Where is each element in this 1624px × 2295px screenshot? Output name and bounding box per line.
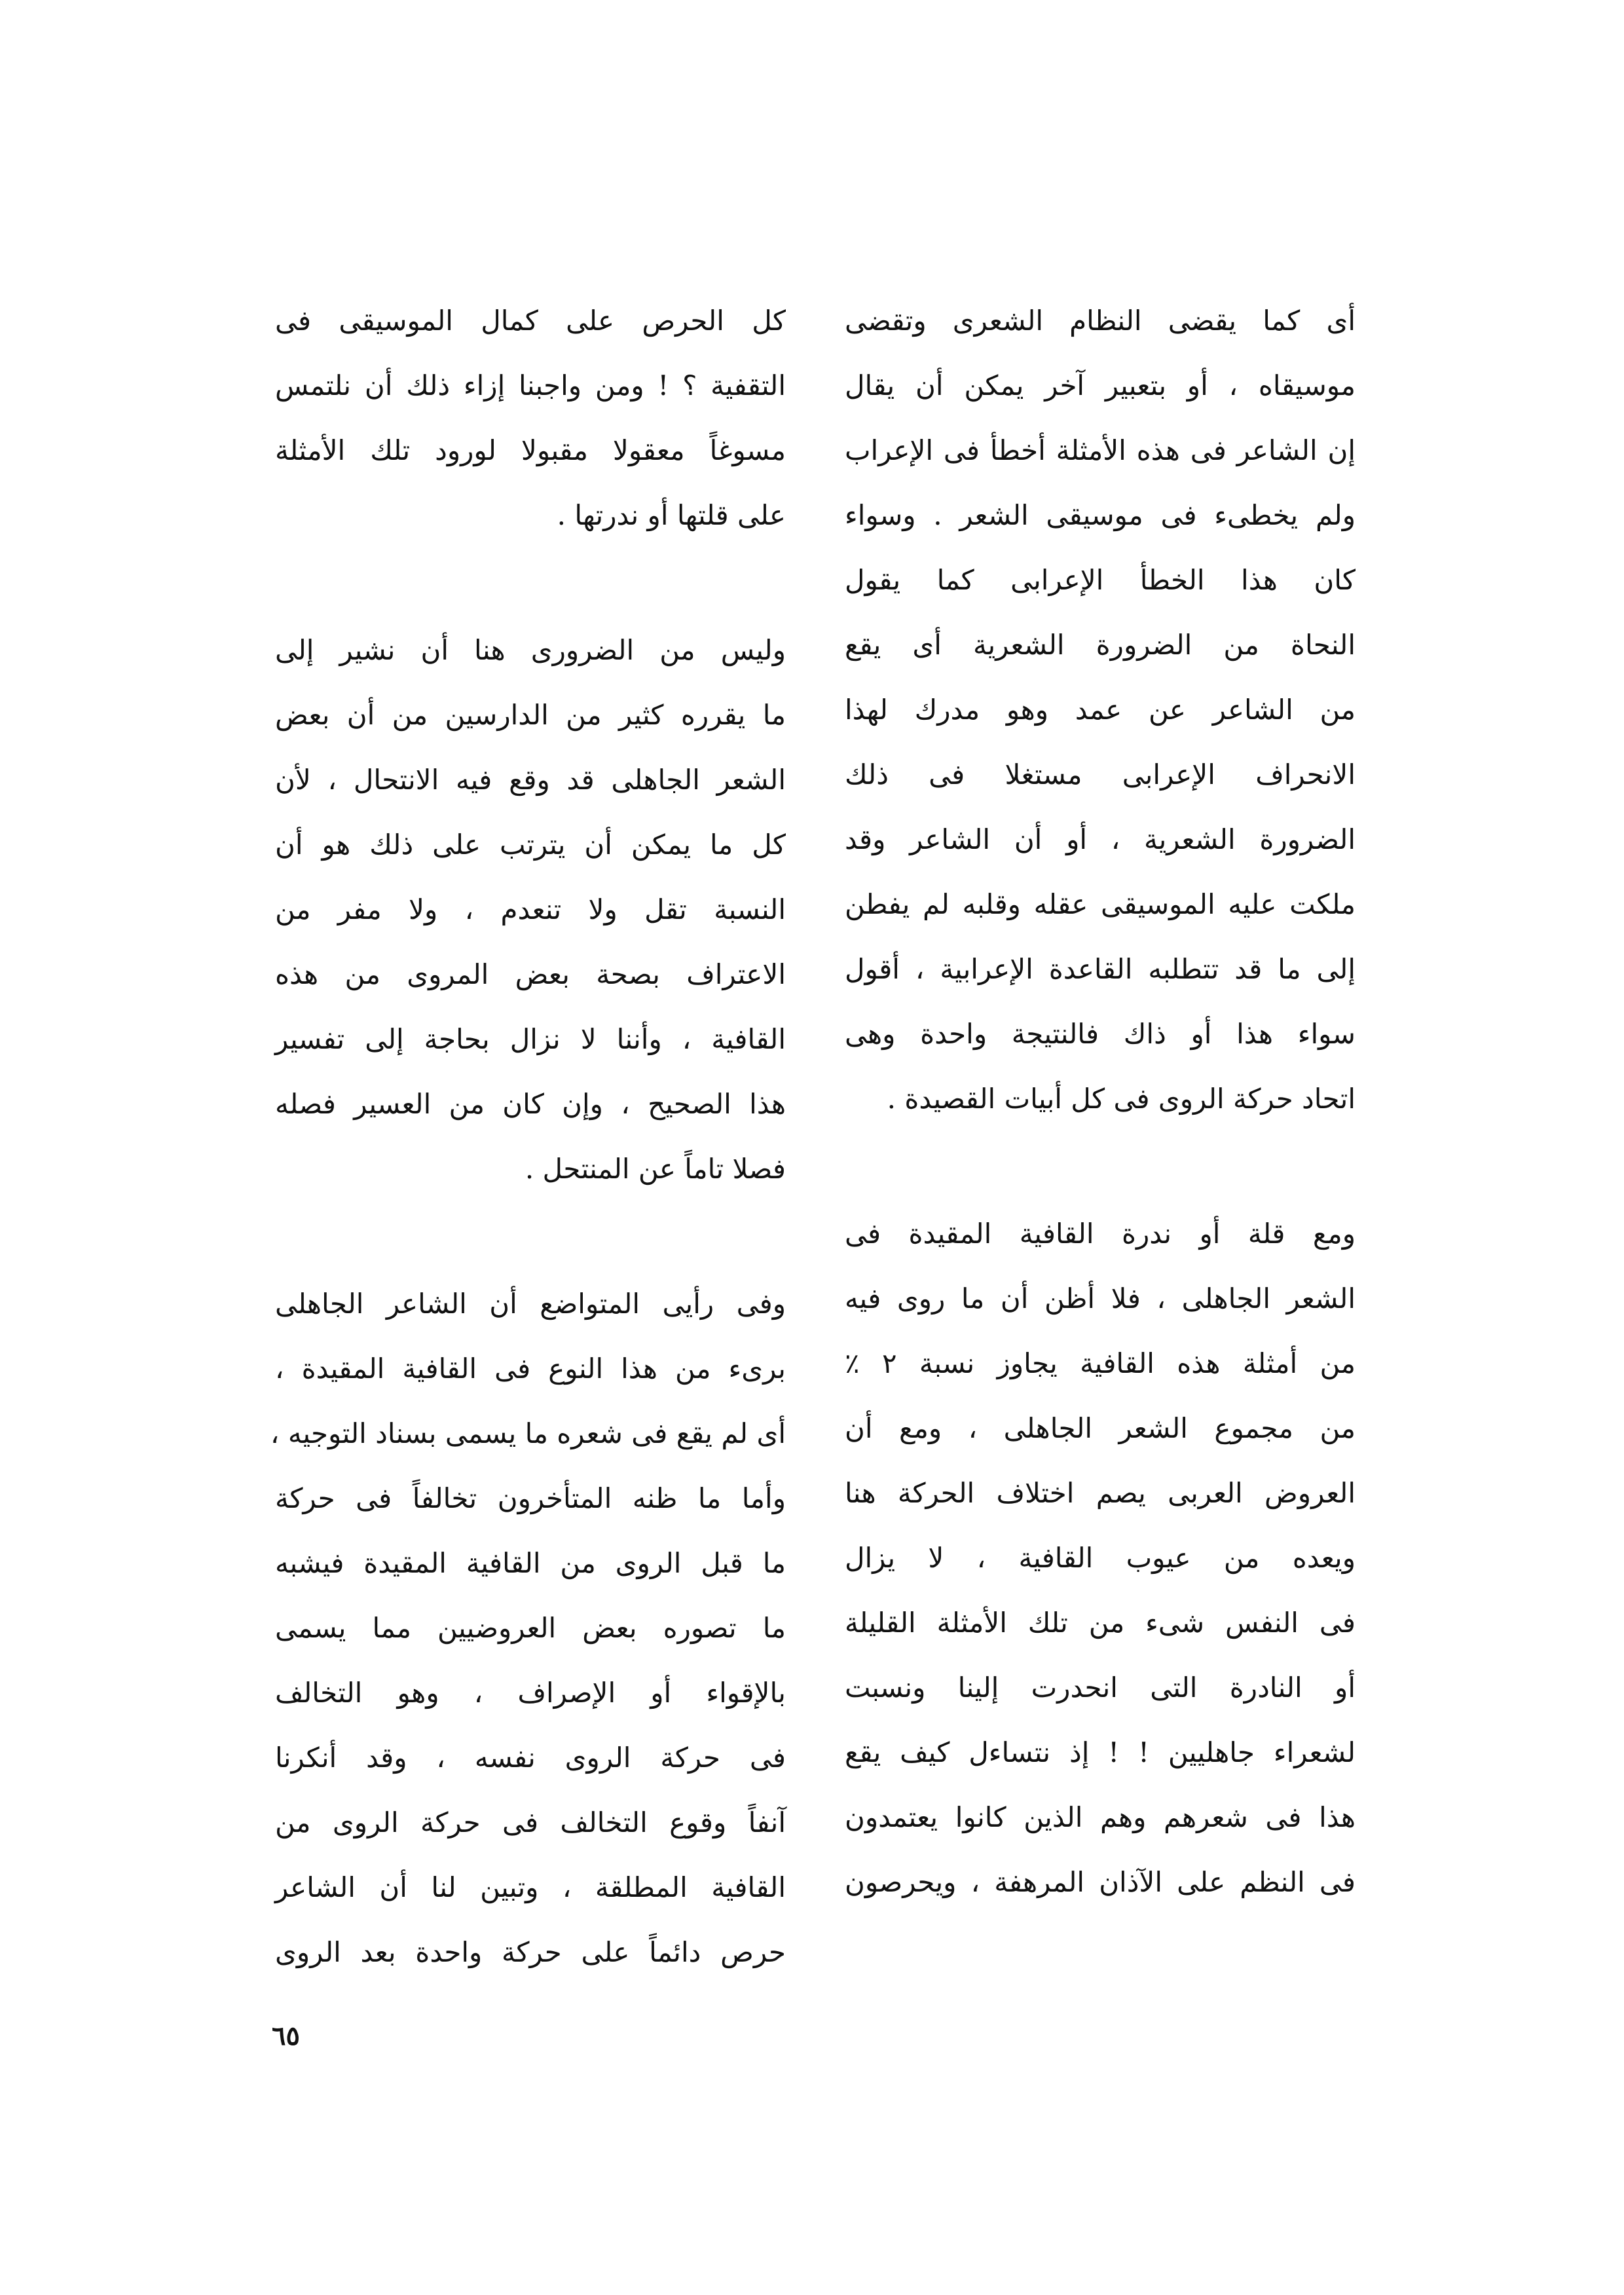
text-line: كان هذا الخطأ الإعرابى كما يقول <box>845 564 1356 596</box>
text-line: الاعتراف بصحة بعض المروى من هذه <box>275 958 786 990</box>
paragraph <box>275 618 786 1201</box>
text-line: النحاة من الضرورة الشعرية أى يقع <box>845 629 1356 661</box>
text-line: فى النظم على الآذان المرهفة ، ويحرصون <box>845 1866 1356 1898</box>
text-line: وليس من الضرورى هنا أن نشير إلى <box>275 634 786 666</box>
text-line: من أمثلة هذه القافية يجاوز نسبة ٢ ٪ <box>845 1347 1356 1379</box>
text-line: ولم يخطىء فى موسيقى الشعر . وسواء <box>845 499 1356 531</box>
text-line: على قلتها أو ندرتها . <box>557 499 786 531</box>
paragraph <box>270 1271 786 1985</box>
text-line: كل الحرص على كمال الموسيقى فى <box>275 305 786 337</box>
text-line: التقفية ؟ ! ومن واجبنا إزاء ذلك أن نلتمس <box>275 369 786 401</box>
text-line: فى حركة الروى نفسه ، وقد أنكرنا <box>275 1742 786 1774</box>
text-line: كل ما يمكن أن يترتب على ذلك هو أن <box>275 829 786 861</box>
text-line: من مجموع الشعر الجاهلى ، ومع أن <box>845 1412 1356 1444</box>
paragraph <box>275 288 786 548</box>
text-line: من الشاعر عن عمد وهو مدرك لهذا <box>845 694 1356 726</box>
paragraph <box>845 1201 1356 1914</box>
right-column <box>845 288 1356 1985</box>
text-line: ومع قلة أو ندرة القافية المقيدة فى <box>845 1218 1356 1250</box>
text-line: ما قبل الروى من القافية المقيدة فيشبه <box>275 1547 786 1579</box>
text-line: لشعراء جاهليين ! ! إذ نتساءل كيف يقع <box>845 1736 1356 1768</box>
text-line: فصلا تاماً عن المنتحل . <box>525 1153 786 1185</box>
text-line: موسيقاه ، أو بتعبير آخر يمكن أن يقال <box>845 369 1356 401</box>
text-line: الشعر الجاهلى قد وقع فيه الانتحال ، لأن <box>275 764 786 796</box>
text-line: القافية ، وأننا لا نزال بحاجة إلى تفسير <box>275 1023 786 1055</box>
text-line: هذا فى شعرهم وهم الذين كانوا يعتمدون <box>845 1801 1356 1833</box>
text-line: أى كما يقضى النظام الشعرى وتقضى <box>845 305 1356 337</box>
text-line: أو النادرة التى انحدرت إلينا ونسبت <box>845 1671 1356 1704</box>
text-line: بالإقواء أو الإصراف ، وهو التخالف <box>275 1677 786 1709</box>
text-line: الشعر الجاهلى ، فلا أظن أن ما روى فيه <box>845 1282 1356 1315</box>
text-line: ويعده من عيوب القافية ، لا يزال <box>845 1542 1356 1574</box>
text-line: سواء هذا أو ذاك فالنتيجة واحدة وهى <box>845 1018 1356 1050</box>
text-line: ملكت عليه الموسيقى عقله وقلبه لم يفطن <box>845 888 1356 920</box>
text-line: الضرورة الشعرية ، أو أن الشاعر وقد <box>845 823 1356 855</box>
text-line: أى لم يقع فى شعره ما يسمى بسناد التوجيه ، <box>270 1417 786 1449</box>
text-line: برىء من هذا النوع فى القافية المقيدة ، <box>275 1353 786 1385</box>
text-line: وأما ما ظنه المتأخرون تخالفاً فى حركة <box>275 1482 786 1514</box>
text-line: العروض العربى يصم اختلاف الحركة هنا <box>845 1477 1356 1509</box>
text-line: مسوغاً معقولا مقبولا لورود تلك الأمثلة <box>275 434 786 466</box>
text-line: إلى ما قد تتطلبه القاعدة الإعرابية ، أقول <box>845 953 1356 985</box>
page-number: ٦٥ <box>272 2021 300 2051</box>
text-line: ما تصوره بعض العروضيين مما يسمى <box>275 1612 786 1644</box>
left-column <box>270 288 786 2055</box>
text-line: النسبة تقل ولا تنعدم ، ولا مفر من <box>275 893 786 925</box>
text-line: وفى رأيى المتواضع أن الشاعر الجاهلى <box>275 1288 786 1320</box>
text-line: القافية المطلقة ، وتبين لنا أن الشاعر <box>275 1871 786 1903</box>
text-line: ما يقرره كثير من الدارسين من أن بعض <box>275 699 786 731</box>
text-line: الانحراف الإعرابى مستغلا فى ذلك <box>845 758 1356 791</box>
text-line: إن الشاعر فى هذه الأمثلة أخطأ فى الإعراب <box>845 434 1356 466</box>
text-line: هذا الصحيح ، وإن كان من العسير فصله <box>275 1088 786 1120</box>
text-line: اتحاد حركة الروى فى كل أبيات القصيدة . <box>887 1083 1356 1115</box>
text-line: فى النفس شىء من تلك الأمثلة القليلة <box>845 1607 1356 1639</box>
paragraph <box>845 288 1356 1131</box>
text-line: آنفاً وقوع التخالف فى حركة الروى من <box>275 1806 786 1838</box>
text-line: حرص دائماً على حركة واحدة بعد الروى <box>275 1936 786 1968</box>
